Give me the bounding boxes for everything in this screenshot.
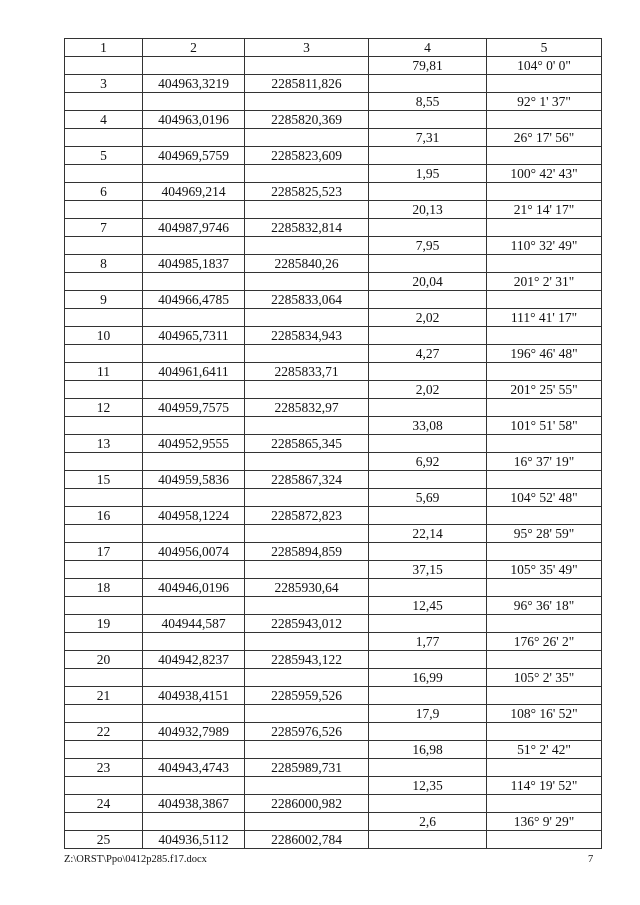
distance-cell (369, 687, 487, 705)
y-coordinate-cell: 2285989,731 (245, 759, 369, 777)
column-header-3: 3 (245, 39, 369, 57)
distance-cell (369, 759, 487, 777)
point-number-cell (65, 237, 143, 255)
distance-cell: 6,92 (369, 453, 487, 471)
x-coordinate-cell (143, 741, 245, 759)
bearing-cell (487, 759, 602, 777)
bearing-cell (487, 255, 602, 273)
x-coordinate-cell (143, 237, 245, 255)
y-coordinate-cell (245, 273, 369, 291)
y-coordinate-cell: 2285832,97 (245, 399, 369, 417)
table-row (65, 831, 602, 849)
y-coordinate-cell (245, 93, 369, 111)
point-number-cell: 19 (65, 615, 143, 633)
bearing-cell: 201° 2' 31" (487, 273, 602, 291)
column-header-5: 5 (487, 39, 602, 57)
bearing-cell (487, 219, 602, 237)
y-coordinate-cell: 2285811,826 (245, 75, 369, 93)
distance-cell (369, 579, 487, 597)
y-coordinate-cell: 2285943,122 (245, 651, 369, 669)
distance-cell: 1,77 (369, 633, 487, 651)
y-coordinate-cell (245, 489, 369, 507)
point-number-cell (65, 129, 143, 147)
y-coordinate-cell (245, 57, 369, 75)
point-number-cell (65, 453, 143, 471)
x-coordinate-cell: 404965,7311 (143, 327, 245, 345)
point-number-cell: 17 (65, 543, 143, 561)
table-row (65, 777, 602, 795)
y-coordinate-cell: 2285867,324 (245, 471, 369, 489)
point-number-cell: 4 (65, 111, 143, 129)
point-number-cell: 22 (65, 723, 143, 741)
bearing-cell (487, 687, 602, 705)
point-number-cell: 10 (65, 327, 143, 345)
table-row (65, 399, 602, 417)
y-coordinate-cell: 2286000,982 (245, 795, 369, 813)
table-row (65, 525, 602, 543)
y-coordinate-cell: 2285833,71 (245, 363, 369, 381)
x-coordinate-cell: 404959,7575 (143, 399, 245, 417)
y-coordinate-cell: 2285865,345 (245, 435, 369, 453)
distance-cell (369, 651, 487, 669)
bearing-cell: 108° 16' 52" (487, 705, 602, 723)
x-coordinate-cell: 404987,9746 (143, 219, 245, 237)
x-coordinate-cell (143, 561, 245, 579)
distance-cell: 16,98 (369, 741, 487, 759)
x-coordinate-cell (143, 165, 245, 183)
bearing-cell (487, 795, 602, 813)
coordinates-table-body (65, 39, 602, 849)
point-number-cell (65, 597, 143, 615)
table-row (65, 453, 602, 471)
y-coordinate-cell: 2285823,609 (245, 147, 369, 165)
distance-cell (369, 831, 487, 849)
table-row (65, 165, 602, 183)
bearing-cell: 96° 36' 18" (487, 597, 602, 615)
point-number-cell (65, 345, 143, 363)
x-coordinate-cell (143, 813, 245, 831)
y-coordinate-cell: 2285930,64 (245, 579, 369, 597)
point-number-cell: 20 (65, 651, 143, 669)
bearing-cell (487, 147, 602, 165)
y-coordinate-cell (245, 633, 369, 651)
distance-cell: 37,15 (369, 561, 487, 579)
bearing-cell (487, 111, 602, 129)
x-coordinate-cell: 404959,5836 (143, 471, 245, 489)
table-row (65, 183, 602, 201)
point-number-cell (65, 669, 143, 687)
point-number-cell (65, 165, 143, 183)
y-coordinate-cell (245, 129, 369, 147)
point-number-cell (65, 57, 143, 75)
point-number-cell: 12 (65, 399, 143, 417)
column-header-1: 1 (65, 39, 143, 57)
distance-cell (369, 291, 487, 309)
y-coordinate-cell (245, 453, 369, 471)
y-coordinate-cell: 2285872,823 (245, 507, 369, 525)
bearing-cell: 105° 35' 49" (487, 561, 602, 579)
point-number-cell: 7 (65, 219, 143, 237)
point-number-cell: 8 (65, 255, 143, 273)
bearing-cell (487, 291, 602, 309)
y-coordinate-cell (245, 669, 369, 687)
x-coordinate-cell: 404952,9555 (143, 435, 245, 453)
bearing-cell: 100° 42' 43" (487, 165, 602, 183)
y-coordinate-cell (245, 201, 369, 219)
point-number-cell: 24 (65, 795, 143, 813)
table-row (65, 705, 602, 723)
table-row (65, 579, 602, 597)
y-coordinate-cell: 2285840,26 (245, 255, 369, 273)
table-row (65, 273, 602, 291)
point-number-cell: 5 (65, 147, 143, 165)
table-row (65, 129, 602, 147)
bearing-cell (487, 327, 602, 345)
bearing-cell (487, 651, 602, 669)
distance-cell: 12,45 (369, 597, 487, 615)
table-row (65, 345, 602, 363)
distance-cell: 2,02 (369, 309, 487, 327)
table-row (65, 309, 602, 327)
table-row (65, 669, 602, 687)
bearing-cell: 111° 41' 17" (487, 309, 602, 327)
distance-cell: 2,6 (369, 813, 487, 831)
point-number-cell (65, 309, 143, 327)
table-row (65, 255, 602, 273)
x-coordinate-cell: 404961,6411 (143, 363, 245, 381)
bearing-cell: 196° 46' 48" (487, 345, 602, 363)
distance-cell (369, 435, 487, 453)
y-coordinate-cell (245, 381, 369, 399)
table-row (65, 291, 602, 309)
point-number-cell (65, 561, 143, 579)
x-coordinate-cell: 404985,1837 (143, 255, 245, 273)
bearing-cell (487, 435, 602, 453)
table-row (65, 687, 602, 705)
table-row (65, 381, 602, 399)
bearing-cell (487, 183, 602, 201)
x-coordinate-cell: 404936,5112 (143, 831, 245, 849)
distance-cell (369, 795, 487, 813)
table-row (65, 201, 602, 219)
y-coordinate-cell (245, 813, 369, 831)
x-coordinate-cell (143, 381, 245, 399)
x-coordinate-cell: 404942,8237 (143, 651, 245, 669)
x-coordinate-cell: 404946,0196 (143, 579, 245, 597)
distance-cell (369, 363, 487, 381)
distance-cell: 7,95 (369, 237, 487, 255)
table-row (65, 633, 602, 651)
point-number-cell (65, 705, 143, 723)
footer-page-number: 7 (588, 854, 594, 865)
bearing-cell: 201° 25' 55" (487, 381, 602, 399)
x-coordinate-cell (143, 57, 245, 75)
y-coordinate-cell (245, 561, 369, 579)
bearing-cell (487, 363, 602, 381)
bearing-cell: 16° 37' 19" (487, 453, 602, 471)
bearing-cell: 114° 19' 52" (487, 777, 602, 795)
distance-cell (369, 183, 487, 201)
table-row (65, 471, 602, 489)
bearing-cell: 176° 26' 2" (487, 633, 602, 651)
x-coordinate-cell: 404938,3867 (143, 795, 245, 813)
table-row (65, 561, 602, 579)
x-coordinate-cell: 404944,587 (143, 615, 245, 633)
table-row (65, 147, 602, 165)
table-row (65, 111, 602, 129)
x-coordinate-cell (143, 453, 245, 471)
point-number-cell (65, 777, 143, 795)
point-number-cell (65, 273, 143, 291)
table-row (65, 651, 602, 669)
distance-cell: 79,81 (369, 57, 487, 75)
point-number-cell (65, 417, 143, 435)
distance-cell (369, 507, 487, 525)
point-number-cell: 25 (65, 831, 143, 849)
distance-cell (369, 327, 487, 345)
x-coordinate-cell: 404966,4785 (143, 291, 245, 309)
x-coordinate-cell (143, 705, 245, 723)
bearing-cell (487, 75, 602, 93)
distance-cell (369, 255, 487, 273)
point-number-cell (65, 381, 143, 399)
x-coordinate-cell (143, 597, 245, 615)
x-coordinate-cell (143, 129, 245, 147)
table-row (65, 363, 602, 381)
table-row (65, 507, 602, 525)
table-row (65, 795, 602, 813)
distance-cell: 16,99 (369, 669, 487, 687)
bearing-cell: 104° 52' 48" (487, 489, 602, 507)
distance-cell (369, 543, 487, 561)
distance-cell: 17,9 (369, 705, 487, 723)
x-coordinate-cell: 404969,214 (143, 183, 245, 201)
point-number-cell (65, 813, 143, 831)
table-header-row (65, 39, 602, 57)
bearing-cell (487, 543, 602, 561)
y-coordinate-cell: 2285820,369 (245, 111, 369, 129)
table-row (65, 219, 602, 237)
y-coordinate-cell: 2285943,012 (245, 615, 369, 633)
bearing-cell (487, 471, 602, 489)
bearing-cell (487, 615, 602, 633)
x-coordinate-cell (143, 669, 245, 687)
y-coordinate-cell: 2285976,526 (245, 723, 369, 741)
point-number-cell: 15 (65, 471, 143, 489)
x-coordinate-cell: 404938,4151 (143, 687, 245, 705)
distance-cell (369, 219, 487, 237)
bearing-cell: 104° 0' 0" (487, 57, 602, 75)
point-number-cell: 23 (65, 759, 143, 777)
x-coordinate-cell: 404969,5759 (143, 147, 245, 165)
table-row (65, 327, 602, 345)
y-coordinate-cell: 2285832,814 (245, 219, 369, 237)
x-coordinate-cell (143, 309, 245, 327)
point-number-cell: 18 (65, 579, 143, 597)
distance-cell (369, 147, 487, 165)
bearing-cell: 26° 17' 56" (487, 129, 602, 147)
point-number-cell (65, 525, 143, 543)
x-coordinate-cell (143, 201, 245, 219)
bearing-cell (487, 579, 602, 597)
point-number-cell (65, 633, 143, 651)
point-number-cell (65, 741, 143, 759)
column-header-4: 4 (369, 39, 487, 57)
point-number-cell: 6 (65, 183, 143, 201)
bearing-cell: 51° 2' 42" (487, 741, 602, 759)
y-coordinate-cell (245, 777, 369, 795)
x-coordinate-cell (143, 93, 245, 111)
x-coordinate-cell: 404943,4743 (143, 759, 245, 777)
distance-cell (369, 75, 487, 93)
y-coordinate-cell (245, 417, 369, 435)
table-row (65, 75, 602, 93)
x-coordinate-cell (143, 633, 245, 651)
bearing-cell (487, 399, 602, 417)
x-coordinate-cell (143, 489, 245, 507)
distance-cell: 22,14 (369, 525, 487, 543)
point-number-cell: 16 (65, 507, 143, 525)
distance-cell: 7,31 (369, 129, 487, 147)
distance-cell: 12,35 (369, 777, 487, 795)
x-coordinate-cell: 404963,0196 (143, 111, 245, 129)
footer-file-path: Z:\ORST\Ppo\0412p285.f17.docx (64, 854, 207, 865)
point-number-cell: 11 (65, 363, 143, 381)
x-coordinate-cell: 404963,3219 (143, 75, 245, 93)
bearing-cell: 101° 51' 58" (487, 417, 602, 435)
point-number-cell (65, 489, 143, 507)
table-row (65, 435, 602, 453)
bearing-cell (487, 831, 602, 849)
distance-cell (369, 615, 487, 633)
distance-cell: 20,13 (369, 201, 487, 219)
bearing-cell: 92° 1' 37" (487, 93, 602, 111)
y-coordinate-cell (245, 597, 369, 615)
table-row (65, 615, 602, 633)
bearing-cell: 105° 2' 35" (487, 669, 602, 687)
table-row (65, 57, 602, 75)
bearing-cell (487, 723, 602, 741)
y-coordinate-cell (245, 165, 369, 183)
bearing-cell: 21° 14' 17" (487, 201, 602, 219)
x-coordinate-cell (143, 417, 245, 435)
distance-cell: 4,27 (369, 345, 487, 363)
y-coordinate-cell (245, 741, 369, 759)
x-coordinate-cell: 404956,0074 (143, 543, 245, 561)
y-coordinate-cell (245, 237, 369, 255)
column-header-2: 2 (143, 39, 245, 57)
x-coordinate-cell (143, 345, 245, 363)
distance-cell: 20,04 (369, 273, 487, 291)
y-coordinate-cell: 2285833,064 (245, 291, 369, 309)
bearing-cell: 110° 32' 49" (487, 237, 602, 255)
y-coordinate-cell: 2285894,859 (245, 543, 369, 561)
table-row (65, 759, 602, 777)
distance-cell: 5,69 (369, 489, 487, 507)
distance-cell: 8,55 (369, 93, 487, 111)
x-coordinate-cell (143, 777, 245, 795)
x-coordinate-cell (143, 525, 245, 543)
x-coordinate-cell: 404958,1224 (143, 507, 245, 525)
y-coordinate-cell (245, 525, 369, 543)
point-number-cell: 3 (65, 75, 143, 93)
y-coordinate-cell (245, 309, 369, 327)
point-number-cell (65, 201, 143, 219)
distance-cell (369, 111, 487, 129)
y-coordinate-cell (245, 705, 369, 723)
y-coordinate-cell: 2285959,526 (245, 687, 369, 705)
table-row (65, 417, 602, 435)
table-row (65, 741, 602, 759)
table-row (65, 543, 602, 561)
y-coordinate-cell: 2285825,523 (245, 183, 369, 201)
y-coordinate-cell: 2285834,943 (245, 327, 369, 345)
table-row (65, 723, 602, 741)
distance-cell: 2,02 (369, 381, 487, 399)
table-row (65, 237, 602, 255)
bearing-cell: 136° 9' 29" (487, 813, 602, 831)
x-coordinate-cell (143, 273, 245, 291)
distance-cell (369, 471, 487, 489)
distance-cell: 1,95 (369, 165, 487, 183)
table-row (65, 597, 602, 615)
table-row (65, 813, 602, 831)
bearing-cell (487, 507, 602, 525)
distance-cell (369, 723, 487, 741)
point-number-cell: 21 (65, 687, 143, 705)
distance-cell (369, 399, 487, 417)
point-number-cell (65, 93, 143, 111)
y-coordinate-cell (245, 345, 369, 363)
bearing-cell: 95° 28' 59" (487, 525, 602, 543)
x-coordinate-cell: 404932,7989 (143, 723, 245, 741)
table-row (65, 93, 602, 111)
distance-cell: 33,08 (369, 417, 487, 435)
point-number-cell: 13 (65, 435, 143, 453)
table-row (65, 489, 602, 507)
coordinates-table (64, 38, 602, 849)
y-coordinate-cell: 2286002,784 (245, 831, 369, 849)
point-number-cell: 9 (65, 291, 143, 309)
